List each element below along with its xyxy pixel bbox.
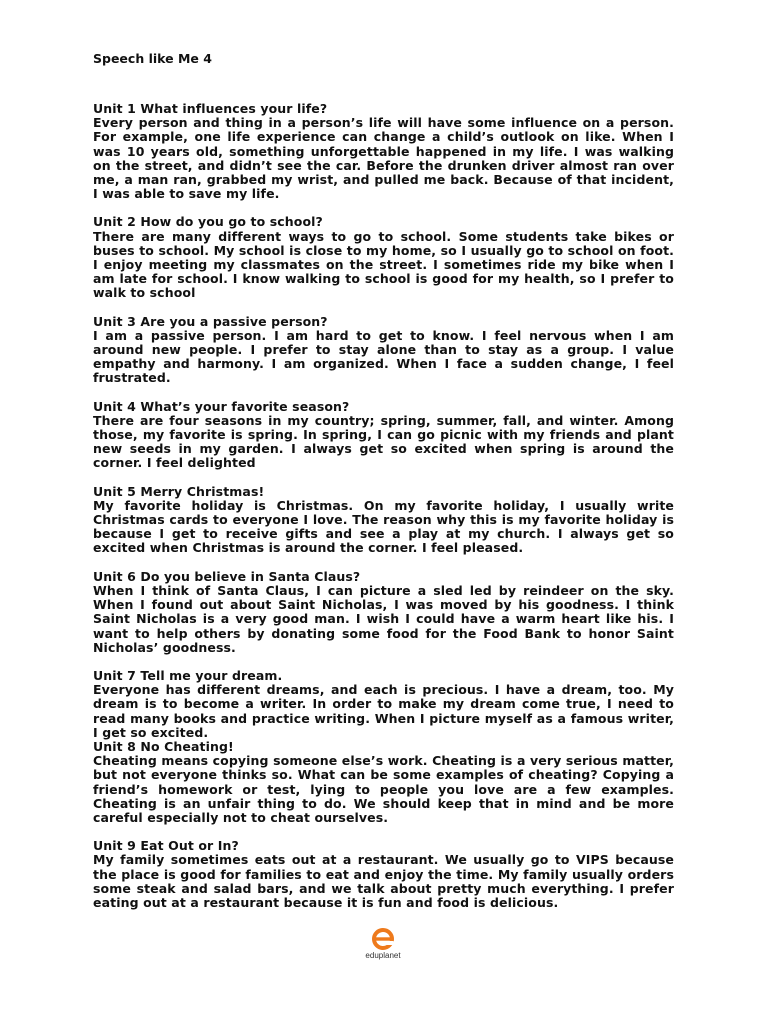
page-title: Speech like Me 4 xyxy=(93,51,212,66)
unit-9 xyxy=(93,839,674,910)
unit-6 xyxy=(93,570,674,655)
unit-heading: Unit 6 Do you believe in Santa Claus? xyxy=(93,568,361,584)
unit-5 xyxy=(93,485,674,556)
logo-text: eduplanet xyxy=(365,951,401,960)
unit-8 xyxy=(93,740,674,825)
unit-paragraph: My family sometimes eats out at a restaurant. We usually go to VIPS because the place is good for families to eat and enjoy the time. My family usually orders some steak and salad bars, and we talk about pretty much everything. I prefer eating out at a restaurant because it is fun and food is delicious. xyxy=(93,852,674,910)
unit-7 xyxy=(93,669,674,740)
unit-paragraph: There are four seasons in my country; spring, summer, fall, and winter. Among those, my favorite is spring. In spring, I can go picnic with my friends and plant new seeds in my garden. I always get so excited when spring is around the corner. I feel delighted xyxy=(93,412,674,471)
unit-heading: Unit 8 No Cheating! xyxy=(93,738,234,754)
unit-paragraph: My favorite holiday is Christmas. On my favorite holiday, I usually write Christmas cards to everyone I love. The reason why this is my favorite holiday is because I get to receive gifts and see a play at my church. I always get so excited when Christmas is around the corner. I feel pleased. xyxy=(93,497,674,556)
unit-heading: Unit 5 Merry Christmas! xyxy=(93,483,265,499)
unit-1 xyxy=(93,102,674,201)
unit-heading: Unit 9 Eat Out or In? xyxy=(93,838,239,854)
unit-paragraph: When I think of Santa Claus, I can picture a sled led by reindeer on the sky. When I found out about Saint Nicholas, I was moved by his goodness. I think Saint Nicholas is a very good man. I wish I could have a warm heart like his. I want to help others by donating some food for the Food Bank to honor Saint Nicholas’ goodness. xyxy=(93,582,674,655)
unit-paragraph: Every person and thing in a person’s life will have some influence on a person. For example, one life experience can change a child’s outlook on like. When I was 10 years old, something unforgettable happened in my life. I was walking on the street, and didn’t see the car. Before the drunken driver almost ran over me, a man ran, grabbed my wrist, and pulled me back. Because of that incident, I was able to save my life. xyxy=(93,115,674,202)
unit-heading: Unit 7 Tell me your dream. xyxy=(93,667,283,683)
unit-heading: Unit 3 Are you a passive person? xyxy=(93,313,328,329)
unit-2 xyxy=(93,215,674,300)
unit-4 xyxy=(93,400,674,471)
unit-heading: Unit 1 What influences your life? xyxy=(93,101,328,116)
unit-heading: Unit 2 How do you go to school? xyxy=(93,214,323,230)
unit-3 xyxy=(93,315,674,386)
unit-heading: Unit 4 What’s your favorite season? xyxy=(93,398,350,414)
eduplanet-logo xyxy=(350,928,416,960)
unit-paragraph: Cheating means copying someone else’s work. Cheating is a very serious matter, but not everyone thinks so. What can be some examples of cheating? Copying a friend’s homework or test, lying to people you love are a few examples. Cheating is an unfair thing to do. We should keep that in mind and be more careful especially not to cheat ourselves. xyxy=(93,753,674,825)
unit-paragraph: Everyone has different dreams, and each is precious. I have a dream, too. My dream is to become a writer. In order to make my dream come true, I need to read many books and practice writing. When I picture myself as a famous writer, I get so excited. xyxy=(93,682,674,740)
eduplanet-e-icon xyxy=(372,928,394,950)
unit-paragraph: There are many different ways to go to school. Some students take bikes or buses to school. My school is close to my home, so I usually go to school on foot. I enjoy meeting my classmates on the street. I sometimes ride my bike when I am late for school. I know walking to school is good for my health, so I prefer to walk to school xyxy=(93,228,674,301)
document-body xyxy=(93,102,674,924)
unit-paragraph: I am a passive person. I am hard to get to know. I feel nervous when I am around new people. I prefer to stay alone than to stay as a group. I value empathy and harmony. I am organized. When I face a sudden change, I feel frustrated. xyxy=(93,327,674,386)
